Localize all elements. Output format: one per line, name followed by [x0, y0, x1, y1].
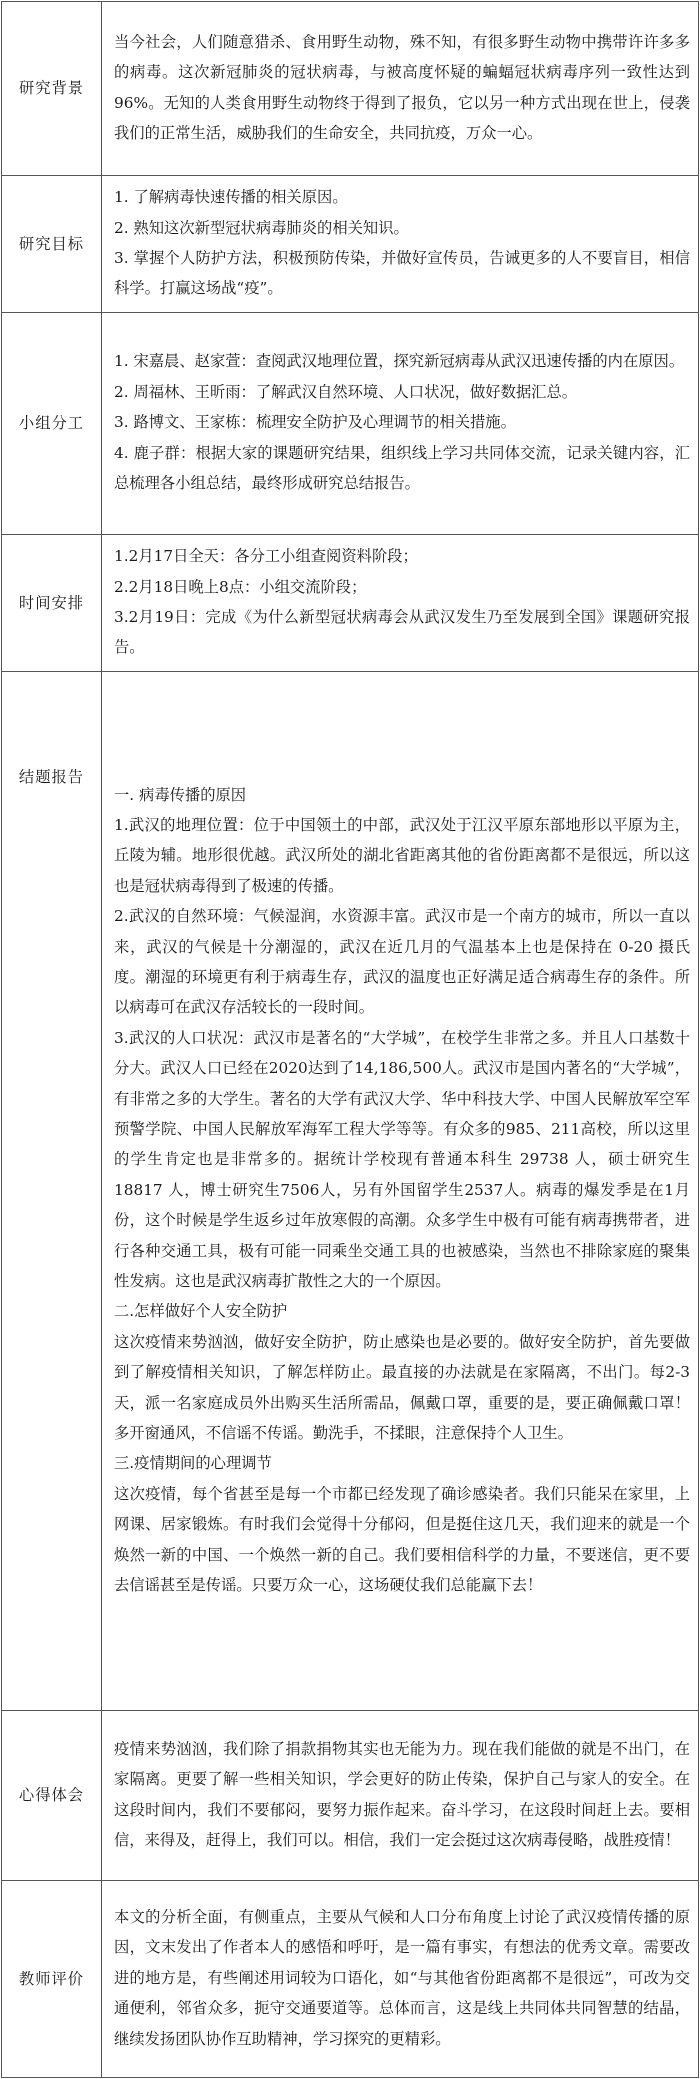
background-paragraph: 当今社会，人们随意猎杀、食用野生动物，殊不知，有很多野生动物中携带许许多多的病毒。这次新冠肺炎的冠状病毒，与被高度怀疑的蝙蝠冠状病毒序列一致性达到96%。无知的人类食用野生动物终于得到了报负，它以另一种方式出现在世上，侵袭我们的正常生活，威胁我们的生命安全，共同抗疫，万众一心。 — [114, 32, 690, 142]
content-goals — [102, 176, 699, 313]
division-item-1: 1. 宋嘉晨、赵家萱：查阅武汉地理位置，探究新冠病毒从武汉迅速传播的内在原因。 — [114, 352, 685, 371]
goal-item-2: 2. 熟知这次新型冠状病毒肺炎的相关知识。 — [114, 218, 409, 237]
report-heading-1: 一. 病毒传播的原因 — [114, 785, 247, 804]
reflection-paragraph: 疫情来势汹汹，我们除了捐款捐物其实也无能为力。现在我们能做的就是不出门，在家隔离。更要了解一些相关知识，学会更好的防止传染，保护自己与家人的安全。在这段时间内，我们不要郁闷，要努力振作起来。奋斗学习，在这段时间赶上去。要相信，来得及，赶得上，我们可以。相信，我们一定会挺过这次病毒侵略，战胜疫情！ — [114, 1739, 690, 1849]
report-paragraph-environment: 2.武汉的自然环境：气候湿润，水资源丰富。武汉市是一个南方的城市，所以一直以来，武汉的气候是十分潮湿的，武汉在近几月的气温基本上也是保持在 0-20 摄氏度。潮湿的环境更有利于病毒生存，武汉的温度也正好满足适合病毒生存的条件。所以病毒可在武汉存活较长的一段时间。 — [114, 907, 690, 1017]
row-goals — [2, 176, 699, 313]
label-background: 研究背景 — [2, 2, 102, 176]
content-teacher-comment — [102, 1881, 699, 2078]
label-schedule: 时间安排 — [2, 535, 102, 672]
label-teacher-comment: 教师评价 — [2, 1881, 102, 2078]
label-goals: 研究目标 — [2, 176, 102, 313]
content-background — [102, 2, 699, 176]
goal-item-1: 1. 了解病毒快速传播的相关原因。 — [114, 188, 348, 207]
content-reflection — [102, 1711, 699, 1881]
report-paragraph-geography: 1.武汉的地理位置：位于中国领土的中部，武汉处于江汉平原东部地形以平原为主，丘陵为辅。地形很优越。武汉所处的湖北省距离其他的省份距离都不是很远，所以这也是冠状病毒得到了极速的传播。 — [114, 815, 690, 895]
report-heading-2: 二.怎样做好个人安全防护 — [114, 1302, 288, 1321]
content-division — [102, 313, 699, 535]
row-background — [2, 2, 699, 176]
report-paragraph-psychology: 这次疫情，每个省甚至是每一个市都已经发现了确诊感染者。我们只能呆在家里，上网课、居家锻炼。有时我们会觉得十分郁闷，但是挺住这几天，我们迎来的就是一个焕然一新的中国、一个焕然一新的自己。我们要相信科学的力量，不要迷信，更不要去信谣甚至是传谣。只要万众一心，这场硬仗我们总能赢下去！ — [114, 1484, 690, 1595]
row-division — [2, 313, 699, 535]
row-reflection — [2, 1711, 699, 1881]
content-final-report — [102, 672, 699, 1711]
report-heading-3: 三.疫情期间的心理调节 — [114, 1454, 272, 1473]
division-item-4: 4. 鹿子群：根据大家的课题研究结果，组织线上学习共同体交流，记录关键内容，汇总梳理各小组总结，最终形成研究总结报告。 — [114, 443, 690, 493]
report-paragraph-protection: 这次疫情来势汹汹，做好安全防护，防止感染也是必要的。做好安全防护，首先要做到了解疫情相关知识，了解怎样防止。最直接的办法就是在家隔离，不出门。每2-3天，派一名家庭成员外出购买生活所需品，佩戴口罩，重要的是，要正确佩戴口罩！多开窗通风，不信谣不传谣。勤洗手，不揉眼，注意保持个人卫生。 — [114, 1332, 690, 1443]
teacher-comment-paragraph: 本文的分析全面，有侧重点，主要从气候和人口分布角度上讨论了武汉疫情传播的原因，文末发出了作者本人的感悟和呼吁，是一篇有事实，有想法的优秀文章。需要改进的地方是，有些阐述用词较为口语化，如“与其他省份距离都不是很远”，可改为交通便利，邻省众多，扼守交通要道等。总体而言，这是线上共同体共同智慧的结晶，继续发扬团队协作互助精神，学习探究的更精彩。 — [114, 1907, 690, 2048]
schedule-item-1: 1.2月17日全天：各分工小组查阅资料阶段； — [114, 547, 418, 566]
row-schedule — [2, 535, 699, 672]
label-final-report: 结题报告 — [2, 672, 102, 1711]
label-reflection: 心得体会 — [2, 1711, 102, 1881]
row-final-report — [2, 672, 699, 1711]
division-item-2: 2. 周福林、王昕雨：了解武汉自然环境、人口状况，做好数据汇总。 — [114, 382, 578, 401]
report-paragraph-population: 3.武汉的人口状况：武汉市是著名的“大学城”，在校学生非常之多。并且人口基数十分大。武汉人口已经在2020达到了14,186,500人。武汉市是国内著名的“大学城”，有非常之多的大学生。著名的大学有武汉大学、华中科技大学、中国人民解放军空军预警学院、中国人民解放军海军工程大学等等。有众多的985、211高校，所以这里的学生肯定也是非常多的。据统计学校现有普通本科生 29738 人，硕士研究生 18817 人，博士研究生7506人，另有外国留学生2537人。病毒的爆发季是在1月份，这个时候是学生返乡过年放寒假的高潮。众多学生中极有可能有病毒携带者，进行各种交通工具，极有可能一同乘坐交通工具的也被感染，当然也不排除家庭的聚集性发病。这也是武汉病毒扩散性之大的一个原因。 — [114, 1028, 690, 1291]
label-division: 小组分工 — [2, 313, 102, 535]
content-schedule — [102, 535, 699, 672]
row-teacher-comment — [2, 1881, 699, 2078]
schedule-item-2: 2.2月18日晚上8点：小组交流阶段； — [114, 577, 367, 596]
schedule-item-3: 3.2月19日：完成《为什么新型冠状病毒会从武汉发生乃至发展到全国》课题研究报告。 — [114, 608, 690, 657]
division-item-3: 3. 路博文、王家栋：梳理安全防护及心理调节的相关措施。 — [114, 413, 516, 432]
project-report-table — [1, 1, 699, 2078]
goal-item-3: 3. 掌握个人防护方法，积极预防传染，并做好宣传员，告诫更多的人不要盲目，相信科学。打赢这场战“疫”。 — [114, 249, 690, 298]
